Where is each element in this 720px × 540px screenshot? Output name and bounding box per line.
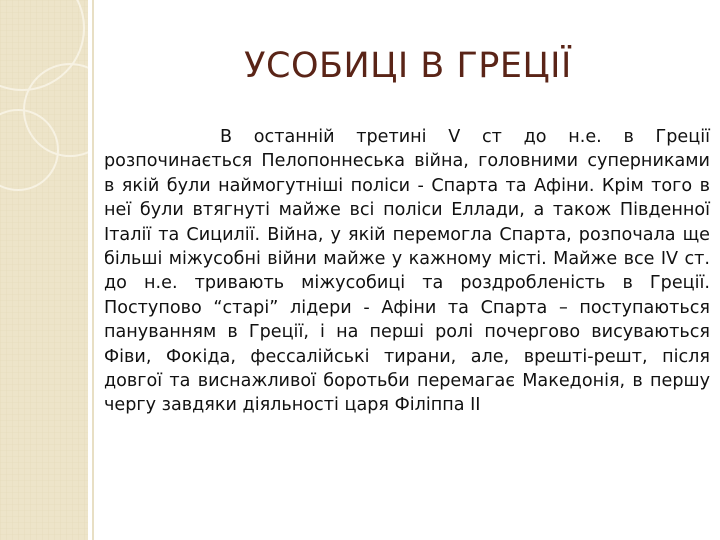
- decorative-swirls: [0, 0, 88, 540]
- side-divider: [92, 0, 94, 540]
- slide-body-text: В останній третині V ст до н.е. в Греції розпочинається Пелопоннеська війна, головними суперниками в якій були наймогутніші поліси - Спарта та Афіни. Крім того в неї були втягнуті майже всі поліси Еллади, а також Південної Італії та Сицилії. Війна, у якій перемогла Спарта, розпочала ще більші міжусобні війни майже у кажному місті. Майже все IV ст. до н.е. тривають міжусобиці та роздробленість в Греції. Поступово “старі” лідери - Афіни та Спарта – поступаються пануванням в Греції, і на перші ролі почергово висуваються Фіви, Фокіда, фессалійські тирани, але, врешті-решт, після довгої та виснажливої боротьби перемагає Македонія, в першу чергу завдяки діяльності царя Філіппа ІІ: [104, 127, 710, 416]
- slide-title: УСОБИЦІ В ГРЕЦІЇ: [244, 46, 572, 86]
- decorative-side-panel: [0, 0, 88, 540]
